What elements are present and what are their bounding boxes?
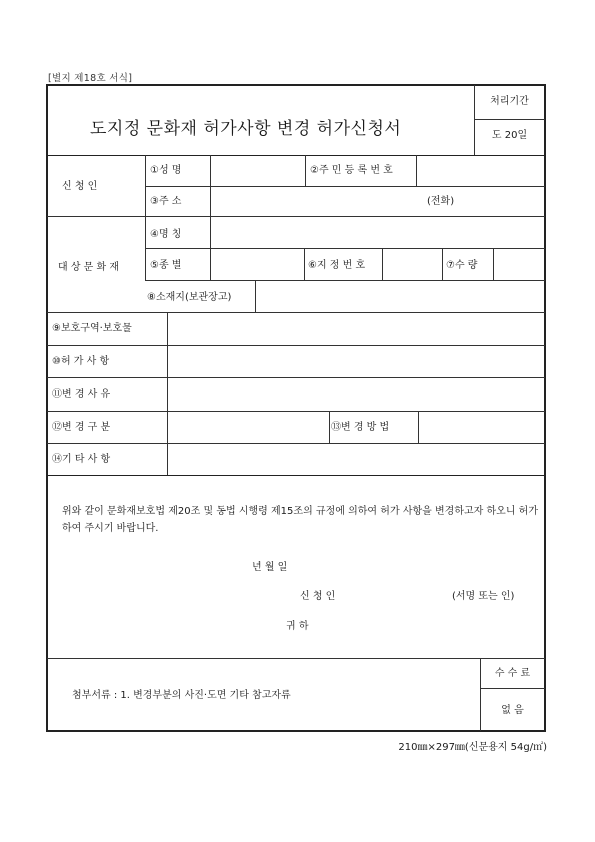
quantity-label: ⑦수 량	[446, 260, 478, 271]
heritage-name-field[interactable]	[211, 217, 544, 247]
fee-value: 없 음	[501, 705, 524, 716]
date-line: 년 월 일	[252, 562, 288, 573]
kind-field[interactable]	[211, 249, 304, 279]
other-matters-field[interactable]	[168, 444, 544, 474]
permit-items-label: ⑩허 가 사 항	[52, 356, 110, 367]
change-division-field[interactable]	[168, 412, 328, 442]
form-number-label: [별지 제18호 서식]	[48, 73, 133, 84]
fee-label: 수 수 료	[494, 668, 531, 679]
signature-note: (서명 또는 인)	[452, 591, 515, 602]
paper-spec: 210㎜×297㎜(신문용지 54g/㎡)	[398, 742, 547, 753]
permit-items-field[interactable]	[168, 346, 544, 376]
location-label: ⑧소재지(보관장고)	[147, 292, 232, 303]
designation-number-field[interactable]	[383, 249, 442, 279]
change-reason-field[interactable]	[168, 378, 544, 410]
location-field[interactable]	[256, 281, 544, 311]
title-field-label: ④명 칭	[150, 229, 182, 240]
change-method-label: ⑬변 경 방 법	[331, 422, 390, 433]
processing-period-value: 도 20일	[491, 130, 528, 141]
declaration-text: 위와 같이 문화재보호법 제20조 및 동법 시행령 제15조의 규정에 의하여 허가 사항을 변경하고자 하오니 허가하여 주시기 바랍니다.	[62, 506, 538, 534]
address-label: ③주 소	[150, 196, 182, 207]
recipient-label: 귀 하	[286, 621, 309, 632]
change-method-field[interactable]	[419, 412, 544, 442]
phone-label: (전화)	[427, 196, 455, 207]
name-field[interactable]	[211, 156, 305, 185]
kind-label: ⑤종 별	[150, 260, 182, 271]
form-title: 도지정 문화재 허가사항 변경 허가신청서	[90, 119, 402, 139]
change-reason-label: ⑪변 경 사 유	[52, 389, 111, 400]
change-division-label: ⑫변 경 구 분	[52, 422, 111, 433]
applicant-section-label: 신 청 인	[62, 181, 98, 192]
protection-zone-field[interactable]	[168, 313, 544, 344]
protection-zone-label: ⑨보호구역·보호물	[52, 323, 132, 334]
designation-number-label: ⑥지 정 번 호	[308, 260, 366, 271]
address-field[interactable]	[211, 187, 544, 215]
signer-label: 신 청 인	[300, 591, 336, 602]
quantity-field[interactable]	[494, 249, 544, 279]
attachments-note: 첨부서류 : 1. 변경부분의 사진·도면 기타 참고자류	[72, 690, 291, 701]
other-matters-label: ⑭기 타 사 항	[52, 454, 111, 465]
rrn-field[interactable]	[417, 156, 544, 185]
rrn-label: ②주 민 등 록 번 호	[310, 165, 393, 176]
target-section-label: 대 상 문 화 재	[58, 262, 120, 273]
processing-period-label: 처리기간	[490, 96, 529, 107]
name-label: ①성 명	[150, 165, 182, 176]
signature-field[interactable]	[360, 586, 445, 606]
